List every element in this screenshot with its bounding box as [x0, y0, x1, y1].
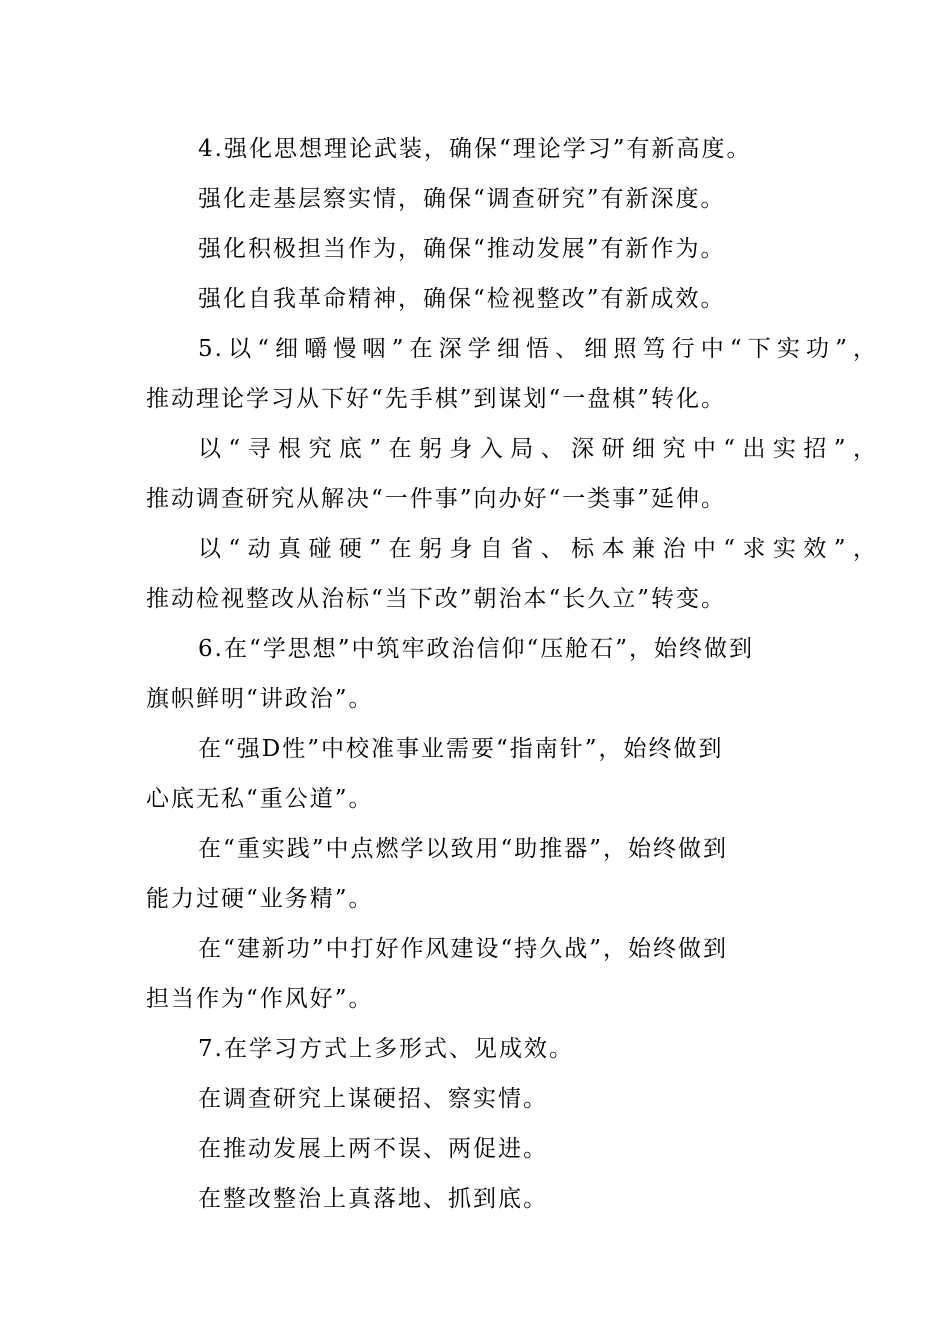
paragraph-line: 在“建新功”中打好作风建设“持久战”，始终做到 [198, 936, 729, 962]
paragraph-line: 旗帜鲜明“讲政治”。 [146, 686, 374, 712]
paragraph-line: 7.在学习方式上多形式、见成效。 [198, 1036, 574, 1062]
paragraph-line: 在“重实践”中点燃学以致用“助推器”，始终做到 [198, 836, 729, 862]
paragraph-line: 推动检视整改从治标“当下改”朝治本“长久立”转变。 [146, 586, 727, 612]
paragraph-line: 强化积极担当作为，确保“推动发展”有新作为。 [198, 236, 726, 262]
paragraph-line: 强化走基层察实情，确保“调查研究”有新深度。 [198, 186, 726, 212]
paragraph-line: 在“强D性”中校准事业需要“指南针”，始终做到 [198, 736, 724, 762]
document-page [146, 124, 878, 1224]
paragraph-line: 推动调查研究从解决“一件事”向办好“一类事”延伸。 [146, 486, 727, 512]
paragraph-line: 强化自我革命精神，确保“检视整改”有新成效。 [198, 286, 726, 312]
paragraph-line: 以“寻根究底”在躬身入局、深研细究中“出实招”， [198, 436, 878, 462]
paragraph-line: 4.强化思想理论武装，确保“理论学习”有新高度。 [198, 136, 752, 162]
paragraph-line: 推动理论学习从下好“先手棋”到谋划“一盘棋”转化。 [146, 386, 727, 412]
paragraph-line: 以“动真碰硬”在躬身自省、标本兼治中“求实效”， [198, 536, 878, 562]
paragraph-line: 5.以“细嚼慢咽”在深学细悟、细照笃行中“下实功”， [198, 336, 878, 362]
paragraph-line: 能力过硬“业务精”。 [146, 886, 374, 912]
paragraph-line: 6.在“学思想”中筑牢政治信仰“压舱石”，始终做到 [198, 636, 754, 662]
paragraph-line: 担当作为“作风好”。 [146, 986, 374, 1012]
paragraph-line: 在调查研究上谋硬招、察实情。 [198, 1086, 548, 1112]
paragraph-line: 心底无私“重公道”。 [146, 786, 374, 812]
paragraph-line: 在整改整治上真落地、抓到底。 [198, 1186, 548, 1212]
paragraph-line: 在推动发展上两不误、两促进。 [198, 1136, 548, 1162]
